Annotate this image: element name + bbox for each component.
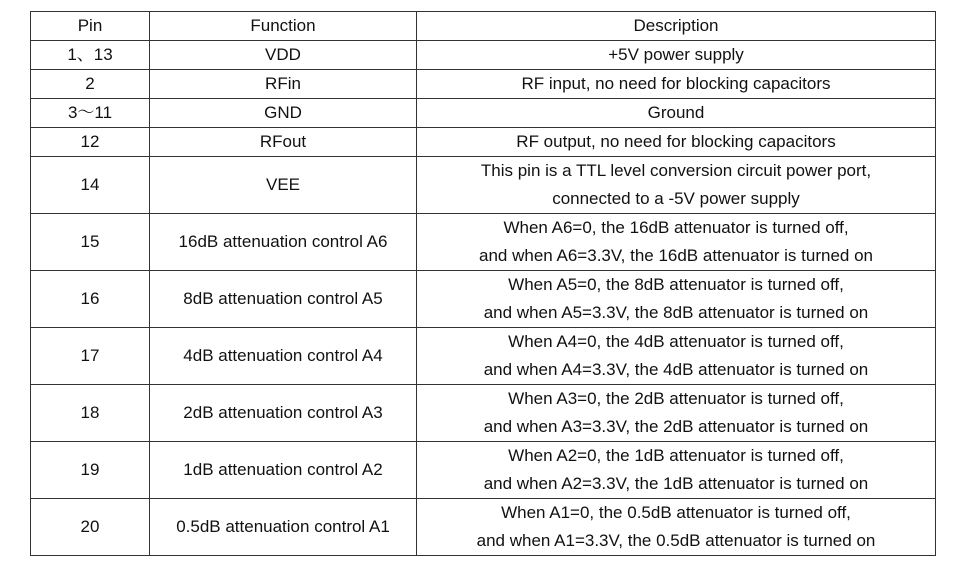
description-line: RF output, no need for blocking capacitors [516, 132, 836, 151]
cell-function: 8dB attenuation control A5 [150, 271, 417, 328]
description-line: and when A4=3.3V, the 4dB attenuator is turned on [483, 360, 869, 379]
cell-description [417, 328, 936, 385]
cell-pin: 3～11 [31, 99, 150, 128]
description-line: When A1=0, the 0.5dB attenuator is turned off, [501, 503, 851, 522]
table-row [31, 328, 936, 385]
cell-description [417, 214, 936, 271]
cell-function: 16dB attenuation control A6 [150, 214, 417, 271]
table-row [31, 385, 936, 442]
cell-description [417, 70, 936, 99]
header-description: Description [417, 12, 936, 41]
description-line: When A5=0, the 8dB attenuator is turned off, [508, 275, 844, 294]
cell-description [417, 271, 936, 328]
cell-pin: 1、13 [31, 41, 150, 70]
cell-function: 0.5dB attenuation control A1 [150, 499, 417, 556]
description-line: and when A3=3.3V, the 2dB attenuator is turned on [483, 417, 869, 436]
cell-function: 1dB attenuation control A2 [150, 442, 417, 499]
description-line: When A2=0, the 1dB attenuator is turned off, [508, 446, 844, 465]
table-row [31, 41, 936, 70]
description-line: RF input, no need for blocking capacitors [521, 74, 831, 93]
cell-pin: 17 [31, 328, 150, 385]
cell-description [417, 442, 936, 499]
table-row [31, 499, 936, 556]
cell-function: RFin [150, 70, 417, 99]
cell-function: 4dB attenuation control A4 [150, 328, 417, 385]
table-header-row [31, 12, 936, 41]
table-row [31, 70, 936, 99]
table-row [31, 128, 936, 157]
cell-pin: 14 [31, 157, 150, 214]
description-line: When A6=0, the 16dB attenuator is turned off, [503, 218, 849, 237]
description-line: When A3=0, the 2dB attenuator is turned off, [508, 389, 844, 408]
cell-pin: 16 [31, 271, 150, 328]
cell-pin: 15 [31, 214, 150, 271]
cell-pin: 20 [31, 499, 150, 556]
pin-function-table [30, 11, 936, 556]
description-line: When A4=0, the 4dB attenuator is turned off, [508, 332, 844, 351]
table-row [31, 442, 936, 499]
description-line: +5V power supply [608, 45, 744, 64]
cell-description [417, 128, 936, 157]
cell-description [417, 385, 936, 442]
table-row [31, 214, 936, 271]
cell-function: RFout [150, 128, 417, 157]
header-function: Function [150, 12, 417, 41]
description-line: Ground [647, 103, 705, 122]
description-line: and when A5=3.3V, the 8dB attenuator is turned on [483, 303, 869, 322]
cell-function: 2dB attenuation control A3 [150, 385, 417, 442]
description-line: and when A1=3.3V, the 0.5dB attenuator is turned on [476, 531, 876, 550]
cell-function: VDD [150, 41, 417, 70]
cell-function: GND [150, 99, 417, 128]
table-row [31, 157, 936, 214]
description-line: connected to a -5V power supply [552, 189, 800, 208]
cell-pin: 12 [31, 128, 150, 157]
cell-function: VEE [150, 157, 417, 214]
cell-pin: 2 [31, 70, 150, 99]
description-line: This pin is a TTL level conversion circuit power port, [480, 161, 872, 180]
cell-description [417, 99, 936, 128]
table-row [31, 271, 936, 328]
cell-pin: 18 [31, 385, 150, 442]
description-line: and when A2=3.3V, the 1dB attenuator is turned on [483, 474, 869, 493]
header-pin: Pin [31, 12, 150, 41]
table-row [31, 99, 936, 128]
cell-description [417, 499, 936, 556]
cell-pin: 19 [31, 442, 150, 499]
description-line: and when A6=3.3V, the 16dB attenuator is turned on [479, 246, 873, 265]
cell-description [417, 41, 936, 70]
cell-description [417, 157, 936, 214]
